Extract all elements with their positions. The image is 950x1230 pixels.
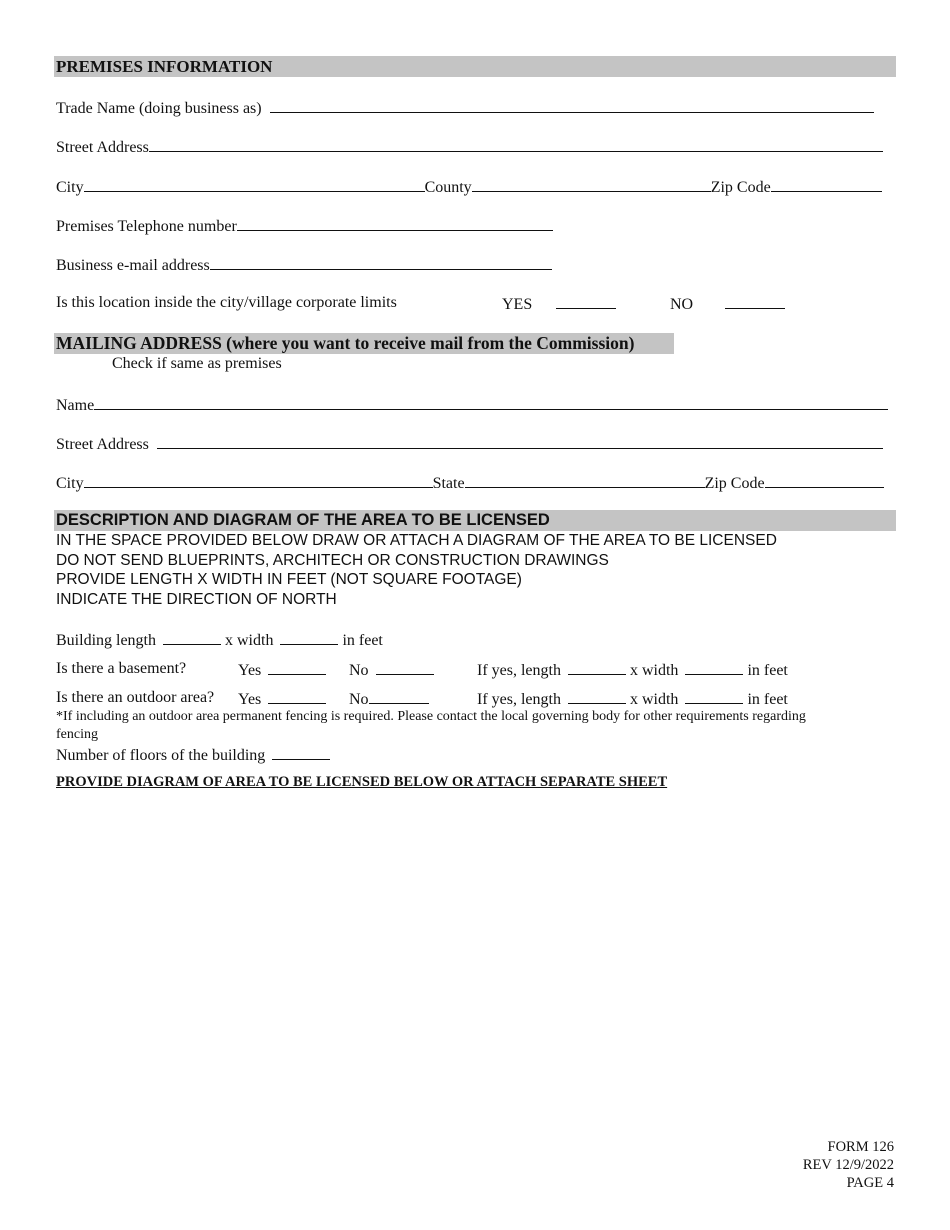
mailing-street-label: Street Address (56, 436, 149, 453)
premises-city-row (56, 177, 882, 197)
instruction-line-3: PROVIDE LENGTH X WIDTH IN FEET (NOT SQUARE FOOTAGE) (56, 571, 522, 588)
diagram-instruction: PROVIDE DIAGRAM OF AREA TO BE LICENSED BELOW OR ATTACH SEPARATE SHEET (56, 774, 668, 790)
premises-street-label: Street Address (56, 139, 149, 156)
premises-header-text: PREMISES INFORMATION (56, 57, 273, 76)
outdoor-yes-group (238, 689, 326, 709)
outdoor-length-field[interactable] (568, 689, 626, 704)
basement-yes-field[interactable] (268, 660, 326, 675)
outdoor-yes-label: Yes (238, 691, 262, 708)
limits-yes-field[interactable] (556, 294, 616, 309)
outdoor-if-yes-length-label: If yes, length (477, 691, 561, 708)
mailing-name-label: Name (56, 397, 95, 414)
premises-zip-label: Zip Code (710, 179, 771, 196)
premises-city-field[interactable] (84, 177, 425, 192)
form-number: FORM 126 (827, 1139, 894, 1155)
email-row (56, 255, 552, 275)
outdoor-dimensions-group (477, 689, 788, 709)
trade-name-label: Trade Name (doing business as) (56, 100, 262, 117)
basement-no-label: No (349, 662, 369, 679)
premises-street-row (56, 137, 883, 157)
instruction-line-2: DO NOT SEND BLUEPRINTS, ARCHITECH OR CONSTRUCTION DRAWINGS (56, 552, 609, 569)
basement-question: Is there a basement? (56, 660, 187, 677)
premises-zip-field[interactable] (771, 177, 882, 192)
instruction-line-4: INDICATE THE DIRECTION OF NORTH (56, 591, 337, 608)
mailing-zip-label: Zip Code (704, 475, 765, 492)
building-x-width-label: x width (225, 632, 274, 649)
mailing-name-row (56, 395, 888, 415)
email-label: Business e-mail address (56, 257, 210, 274)
premises-city-label: City (56, 179, 84, 196)
description-header-text: DESCRIPTION AND DIAGRAM OF THE AREA TO BE LICENSED (56, 511, 550, 529)
mailing-city-field[interactable] (84, 473, 433, 488)
instruction-line-1: IN THE SPACE PROVIDED BELOW DRAW OR ATTACH A DIAGRAM OF THE AREA TO BE LICENSED (56, 532, 777, 549)
same-as-premises-label: Check if same as premises (112, 355, 282, 372)
basement-in-feet-label: in feet (747, 662, 788, 679)
mailing-city-row (56, 473, 884, 493)
county-field[interactable] (472, 177, 711, 192)
basement-no-group (349, 660, 434, 680)
premises-street-field[interactable] (149, 137, 883, 152)
diagram-area[interactable] (54, 800, 896, 1130)
corporate-limits-row (56, 294, 397, 312)
mailing-name-field[interactable] (94, 395, 888, 410)
limits-yes-label: YES (502, 296, 533, 313)
limits-no-group (670, 294, 785, 314)
fencing-note-line-1: *If including an outdoor area permanent fencing is required. Please contact the local governing body for other requirements regarding (56, 709, 806, 724)
phone-label: Premises Telephone number (56, 218, 237, 235)
basement-width-field[interactable] (685, 660, 743, 675)
mailing-street-row (56, 434, 883, 454)
basement-if-yes-length-label: If yes, length (477, 662, 561, 679)
limits-no-label: NO (670, 296, 694, 313)
outdoor-width-field[interactable] (685, 689, 743, 704)
mailing-section-header (54, 333, 674, 354)
basement-length-field[interactable] (568, 660, 626, 675)
mailing-street-field[interactable] (157, 434, 883, 449)
outdoor-no-field[interactable] (369, 689, 429, 704)
description-section-header (54, 510, 896, 531)
mailing-zip-field[interactable] (765, 473, 884, 488)
limits-yes-group (502, 294, 616, 314)
building-length-field[interactable] (163, 630, 221, 645)
corporate-limits-question: Is this location inside the city/village corporate limits (56, 294, 397, 311)
phone-row (56, 216, 553, 236)
premises-section-header (54, 56, 896, 77)
state-label: State (432, 475, 465, 492)
floors-row (56, 745, 330, 765)
trade-name-row (56, 98, 874, 118)
mailing-header-text: MAILING ADDRESS (where you want to receive mail from the Commission) (56, 333, 635, 353)
page-number: PAGE 4 (846, 1175, 894, 1191)
revision-date: REV 12/9/2022 (802, 1157, 894, 1173)
building-in-feet-label: in feet (342, 632, 383, 649)
state-field[interactable] (465, 473, 705, 488)
basement-yes-group (238, 660, 326, 680)
building-length-label: Building length (56, 632, 156, 649)
basement-dimensions-group (477, 660, 788, 680)
building-width-field[interactable] (280, 630, 338, 645)
floors-field[interactable] (272, 745, 330, 760)
outdoor-x-width-label: x width (629, 691, 679, 708)
email-field[interactable] (210, 255, 552, 270)
basement-x-width-label: x width (629, 662, 679, 679)
floors-label: Number of floors of the building (56, 747, 266, 764)
outdoor-no-label: No (349, 691, 369, 708)
phone-field[interactable] (237, 216, 553, 231)
outdoor-in-feet-label: in feet (747, 691, 788, 708)
fencing-note-line-2: fencing (56, 727, 98, 742)
same-as-premises-row[interactable] (112, 355, 282, 373)
trade-name-field[interactable] (270, 98, 874, 113)
basement-no-field[interactable] (376, 660, 434, 675)
county-label: County (424, 179, 472, 196)
outdoor-no-group (349, 689, 429, 709)
limits-no-field[interactable] (725, 294, 785, 309)
outdoor-question: Is there an outdoor area? (56, 689, 215, 706)
mailing-city-label: City (56, 475, 84, 492)
outdoor-yes-field[interactable] (268, 689, 326, 704)
basement-yes-label: Yes (238, 662, 262, 679)
building-length-row (56, 630, 383, 650)
